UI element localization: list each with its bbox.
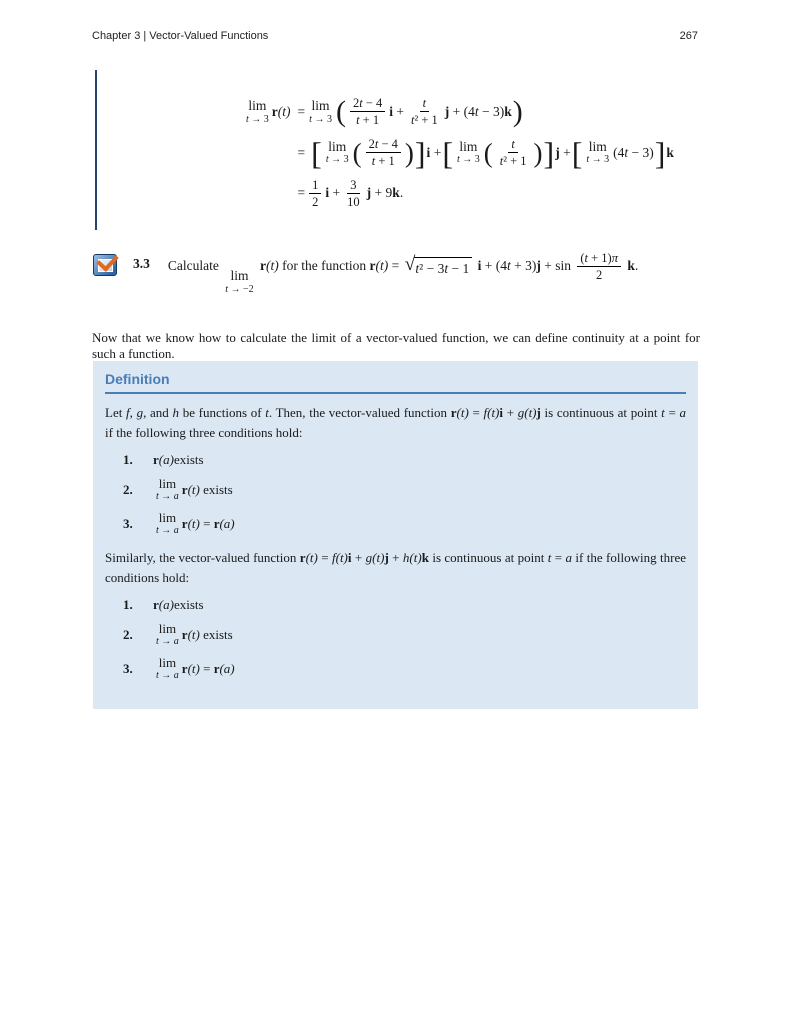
- math-run: i +: [325, 185, 341, 201]
- fraction: $\frac{2t - 4}{t + 1}$: [350, 96, 385, 128]
- fraction: $\frac{3}{10}$: [347, 177, 360, 209]
- intro-paragraph: Now that we know how to calculate the limit of a vector-valued function, we can define continuity at a point for such a function.: [92, 330, 700, 361]
- square-root: √ t² − 3t − 1: [405, 257, 473, 278]
- equals-sign: =: [297, 185, 306, 201]
- page-header: [92, 30, 698, 42]
- worked-example-equations: [243, 96, 674, 209]
- math-run: i +: [426, 144, 442, 160]
- list-item: [105, 622, 686, 647]
- page-number: 267: [679, 30, 698, 42]
- fraction: $\frac{t}{\text{t² + 1}}$: [499, 136, 527, 169]
- fraction: $\frac{1}{2}$: [309, 178, 321, 210]
- list-item: [105, 656, 686, 681]
- fraction: $\frac{(t + 1)\pi}{2}$: [577, 251, 621, 283]
- list-item: [105, 597, 686, 613]
- limit-operator: lim t → 3: [325, 138, 349, 166]
- math-run: i +: [389, 103, 404, 119]
- limit-operator: lim t → a: [156, 510, 179, 536]
- definition-paragraph-2: Similarly, the vector-valued function r(t) = f(t)i + g(t)j + h(t)k is continuous at point t = a if the following three conditions hold:: [105, 550, 686, 585]
- equation-line1-lhs: [243, 99, 291, 125]
- item-number: 3.: [123, 515, 133, 531]
- math-run: i + (4t + 3)j + sin: [477, 257, 575, 273]
- equation-line3-rhs: [298, 178, 674, 210]
- limit-operator: lim t → 3: [246, 98, 269, 125]
- example-left-rule: [95, 70, 97, 230]
- equals-sign: =: [297, 144, 306, 160]
- limit-operator: lim t → a: [156, 621, 179, 647]
- item-number: 1.: [123, 452, 133, 467]
- list-item: [105, 511, 686, 536]
- equation-line2-rhs: = [ lim t → 3 ( $\frac{2t - 4}{t + 1}$ ) ] i + [ lim t → 3 ( $\frac{t}{\text{t² + 1}}$ ) ] j + [ lim t → 3 (4t − 3) ] k: [297, 134, 674, 171]
- limit-operator: lim t → 3: [586, 138, 610, 166]
- item-number: 1.: [123, 597, 133, 612]
- checkbox-check-icon: [93, 252, 121, 278]
- checkpoint-text: [168, 251, 638, 295]
- item-number: 2.: [123, 481, 133, 497]
- math-run: j + 9k.: [366, 185, 404, 201]
- limit-operator: lim t → 3: [456, 138, 480, 166]
- equals-sign: =: [297, 103, 306, 119]
- item-body: r (a) exists: [153, 597, 204, 612]
- limit-operator: lim t → −2: [225, 268, 254, 295]
- checkpoint-number: 3.3: [133, 256, 150, 271]
- limit-operator: lim t → 3: [309, 98, 332, 125]
- list-item: [105, 452, 686, 468]
- item-number: 2.: [123, 626, 133, 642]
- definition-title: Definition: [105, 371, 686, 394]
- conditions-list-1: [105, 452, 686, 536]
- fraction: $\frac{2t - 4}{t + 1}$: [366, 137, 401, 169]
- definition-box: [93, 361, 698, 709]
- math-run: r(t) for the function r(t) =: [260, 257, 403, 273]
- equation-line1-rhs: = lim t → 3 ( $\frac{2t - 4}{t + 1}$ i + $\frac{t}{\text{t² + 1}}$ j + (4t − 3)k ): [297, 94, 523, 128]
- item-body: lim t → a r(t) exists: [156, 476, 233, 502]
- chapter-title: Chapter 3 | Vector-Valued Functions: [92, 30, 269, 42]
- math-run: k.: [627, 257, 639, 273]
- math-run: j +: [555, 144, 571, 160]
- limit-operator: lim t → a: [156, 476, 179, 502]
- lhs-function: r(t): [271, 103, 291, 119]
- radical-sign: √: [404, 253, 416, 275]
- checkpoint-exercise: [93, 249, 638, 295]
- list-item: [105, 477, 686, 502]
- item-body: lim t → a r(t) = r(a): [156, 510, 235, 536]
- item-number: 3.: [123, 660, 133, 676]
- math-run: Calculate: [167, 257, 223, 273]
- definition-paragraph-1: Let f, g, and h be functions of t. Then, the vector-valued function r(t) = f(t)i + g(t)j is continuous at point t = a if the following three conditions hold:: [105, 405, 686, 440]
- conditions-list-2: [105, 597, 686, 681]
- limit-operator: lim t → a: [156, 655, 179, 681]
- item-body: lim t → a r(t) = r(a): [156, 655, 235, 681]
- math-run: (4t − 3): [613, 144, 654, 160]
- item-body: r (a) exists: [153, 452, 204, 467]
- math-run: j + (4t − 3)k: [444, 103, 512, 119]
- item-body: lim t → a r(t) exists: [156, 621, 233, 647]
- fraction: $\frac{t}{\text{t² + 1}}$: [411, 96, 438, 128]
- math-run: k: [666, 144, 674, 160]
